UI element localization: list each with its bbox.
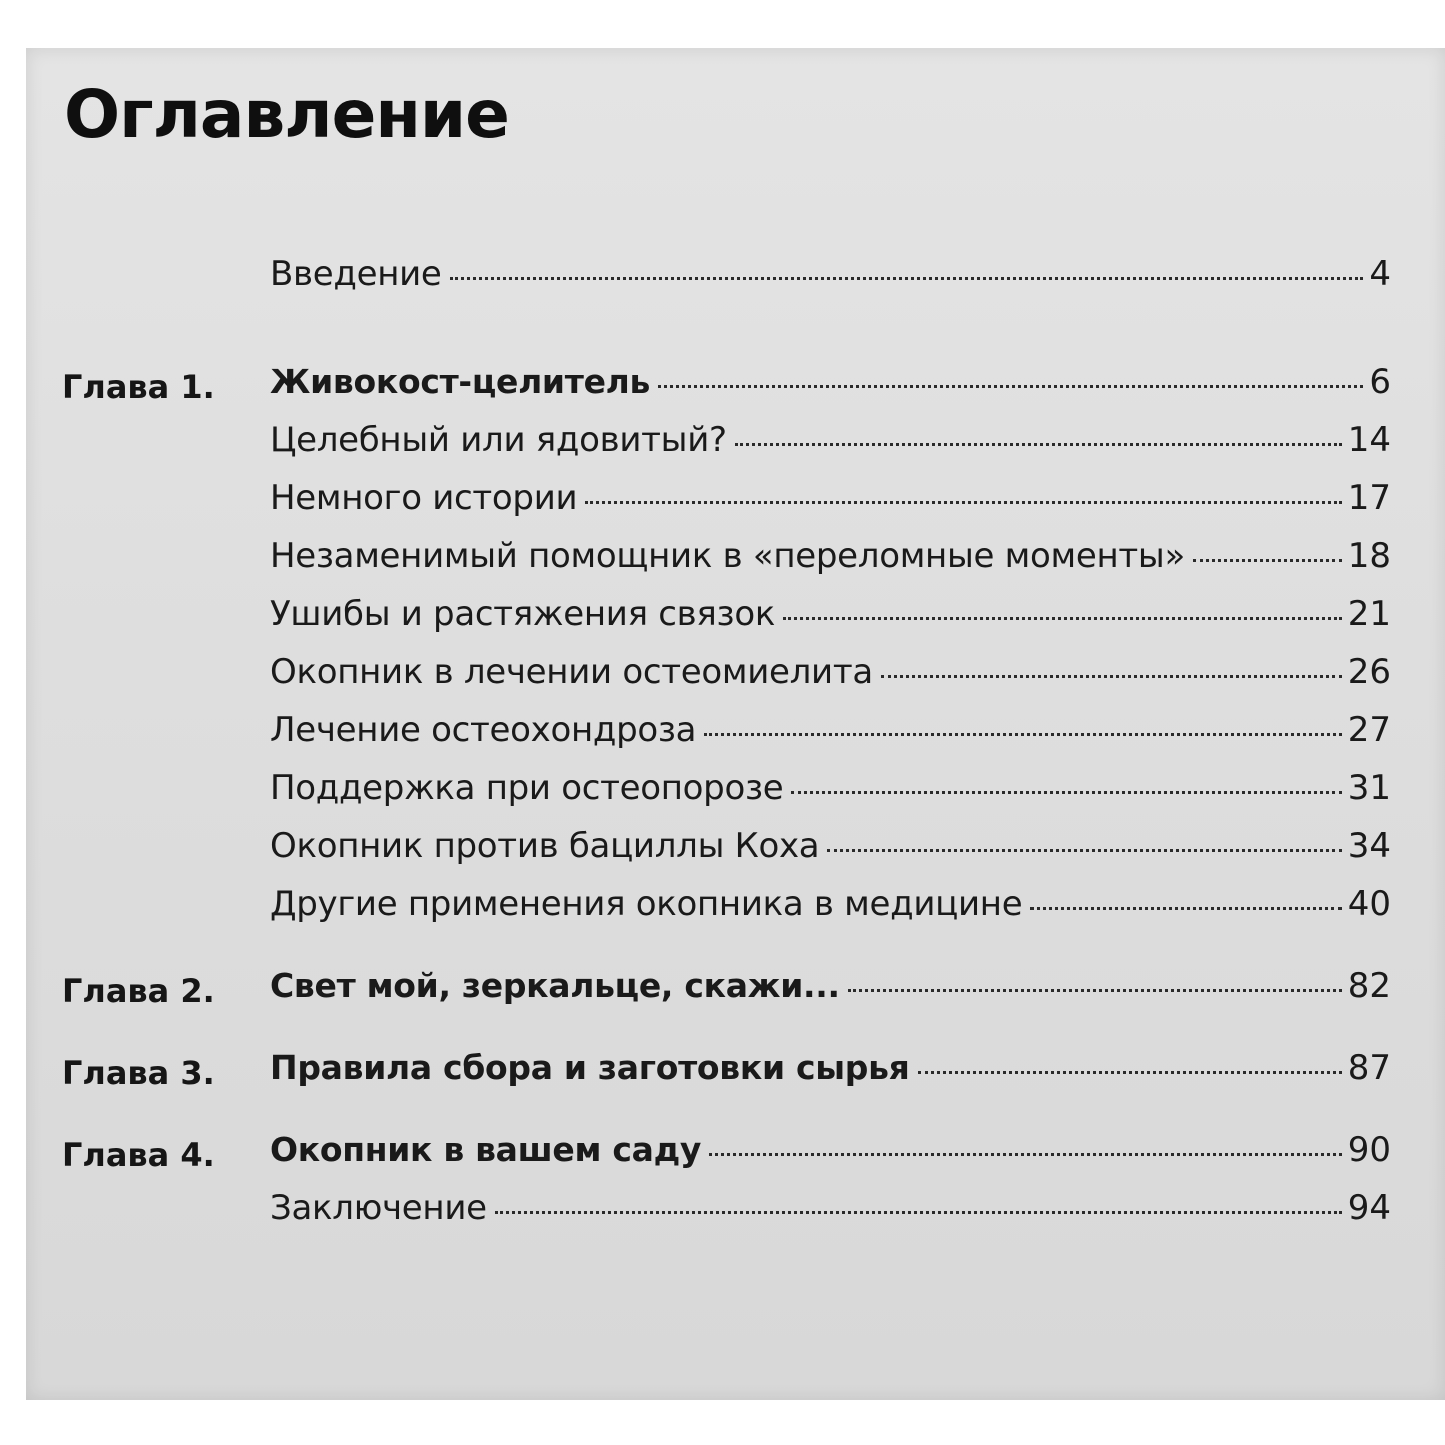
entry-title: Правила сбора и заготовки сырья <box>270 1048 910 1087</box>
page-number: 40 <box>1347 884 1391 924</box>
toc-entry <box>26 1130 1445 1180</box>
dot-leader <box>1193 559 1342 562</box>
dot-leader <box>791 791 1341 794</box>
chapter-label: Глава 4. <box>62 1136 215 1174</box>
entry-title: Лечение остеохондроза <box>270 710 697 750</box>
toc-line <box>270 536 1391 586</box>
toc-line <box>270 710 1391 760</box>
toc-entry <box>26 362 1445 412</box>
entry-title: Немного истории <box>270 478 578 518</box>
entry-title: Окопник в лечении остеомиелита <box>270 652 873 692</box>
dot-leader <box>658 385 1363 388</box>
toc-entry <box>26 884 1445 934</box>
toc-entry <box>26 1188 1445 1238</box>
chapter-label: Глава 3. <box>62 1054 215 1092</box>
page-number: 6 <box>1369 362 1391 402</box>
page-number: 26 <box>1347 652 1391 692</box>
dot-leader <box>918 1071 1342 1074</box>
toc-line <box>270 1188 1391 1238</box>
chapter-label: Глава 1. <box>62 368 215 406</box>
page-title: Оглавление <box>64 76 509 153</box>
toc-line <box>270 966 1391 1016</box>
entry-title: Ушибы и растяжения связок <box>270 594 776 634</box>
entry-title: Поддержка при остеопорозе <box>270 768 784 808</box>
dot-leader <box>585 501 1341 504</box>
entry-title: Целебный или ядовитый? <box>270 420 727 460</box>
toc-entry <box>26 1048 1445 1098</box>
chapter-label: Глава 2. <box>62 972 215 1010</box>
toc-line <box>270 884 1391 934</box>
dot-leader <box>495 1211 1342 1214</box>
entry-title: Другие применения окопника в медицине <box>270 884 1023 924</box>
toc-entry <box>26 966 1445 1016</box>
toc-line <box>270 652 1391 702</box>
toc-entry <box>26 594 1445 644</box>
dot-leader <box>881 675 1342 678</box>
book-page <box>26 48 1445 1400</box>
page-number: 82 <box>1347 966 1391 1006</box>
toc-entry <box>26 652 1445 702</box>
dot-leader <box>783 617 1342 620</box>
toc-entry <box>26 420 1445 470</box>
toc-entry <box>26 254 1445 304</box>
toc-line <box>270 826 1391 876</box>
toc-entry <box>26 536 1445 586</box>
toc-line <box>270 420 1391 470</box>
entry-title: Заключение <box>270 1188 487 1228</box>
toc-line <box>270 768 1391 818</box>
entry-title: Введение <box>270 254 442 294</box>
entry-title: Окопник в вашем саду <box>270 1130 702 1169</box>
toc-line <box>270 594 1391 644</box>
toc-entry <box>26 768 1445 818</box>
dot-leader <box>735 443 1342 446</box>
table-of-contents <box>26 48 1445 1400</box>
dot-leader <box>450 277 1364 280</box>
page-number: 21 <box>1347 594 1391 634</box>
page-number: 18 <box>1347 536 1391 576</box>
page-number: 34 <box>1347 826 1391 866</box>
entry-title: Живокост-целитель <box>270 362 651 401</box>
dot-leader <box>1030 907 1341 910</box>
toc-entry <box>26 826 1445 876</box>
dot-leader <box>709 1153 1342 1156</box>
toc-line <box>270 1048 1391 1098</box>
entry-title: Окопник против бациллы Коха <box>270 826 820 866</box>
toc-line <box>270 478 1391 528</box>
page-number: 87 <box>1347 1048 1391 1088</box>
dot-leader <box>827 849 1341 852</box>
page-number: 27 <box>1347 710 1391 750</box>
toc-line <box>270 362 1391 412</box>
page-number: 90 <box>1347 1130 1391 1170</box>
toc-entry <box>26 710 1445 760</box>
toc-entry <box>26 478 1445 528</box>
page-number: 14 <box>1347 420 1391 460</box>
page-number: 94 <box>1347 1188 1391 1228</box>
page-number: 31 <box>1347 768 1391 808</box>
entry-title: Незаменимый помощник в «переломные моменты» <box>270 536 1185 576</box>
entry-title: Свет мой, зеркальце, скажи... <box>270 966 840 1005</box>
page-number: 17 <box>1347 478 1391 518</box>
toc-line <box>270 1130 1391 1180</box>
page-number: 4 <box>1369 254 1391 294</box>
toc-line <box>270 254 1391 304</box>
dot-leader <box>848 989 1342 992</box>
dot-leader <box>704 733 1342 736</box>
